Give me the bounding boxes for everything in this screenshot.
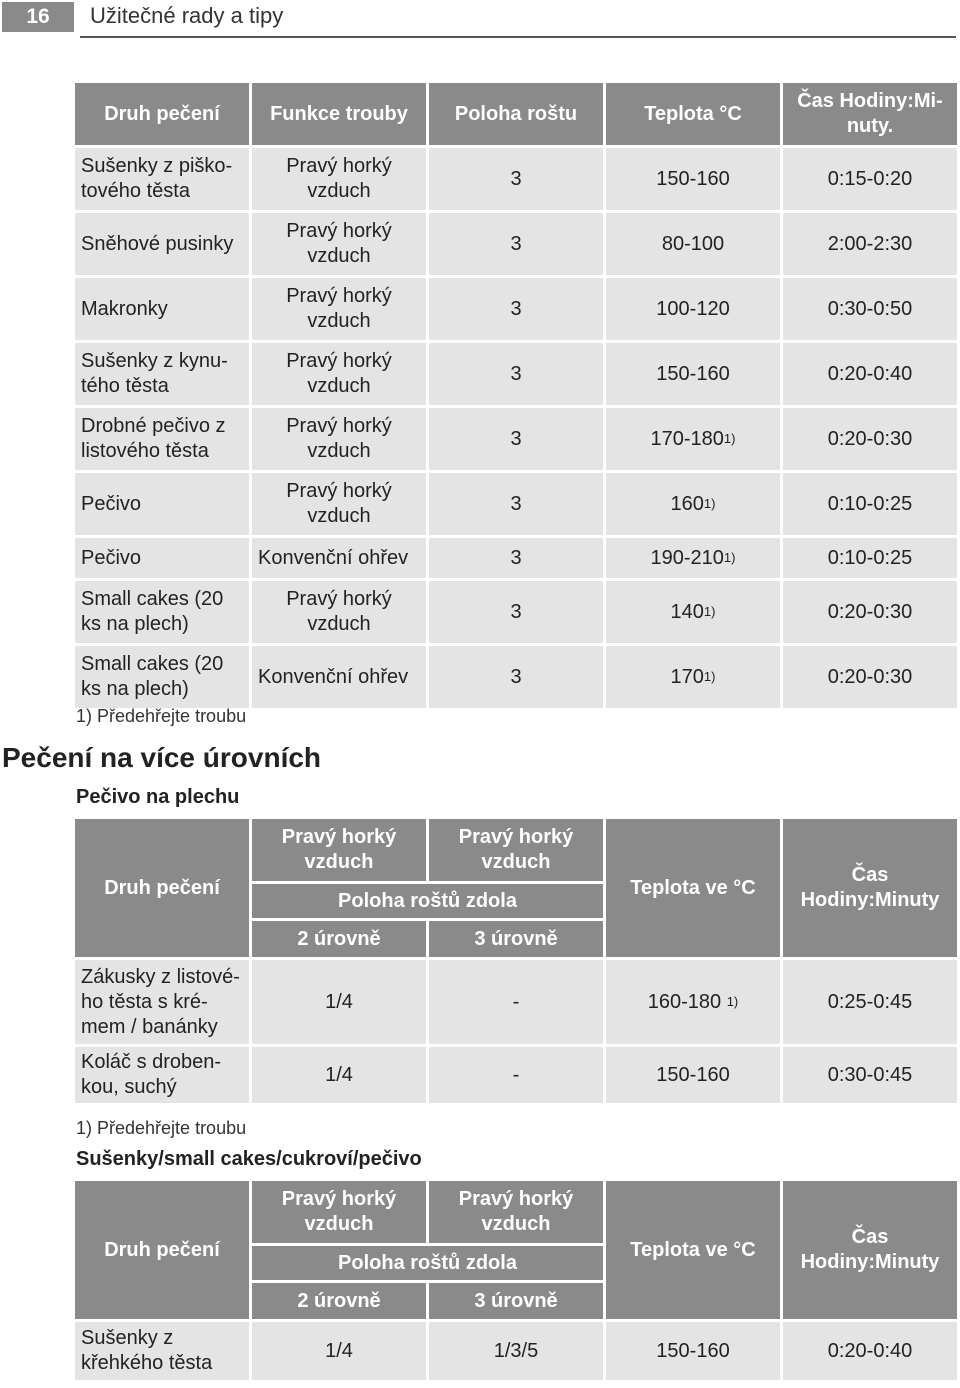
column-header-function-2: Pravý horký vzduch [429,1181,603,1243]
table-header-row [75,83,957,145]
table-cell-type: Small cakes (20 ks na plech) [75,581,249,643]
column-header-function-1: Pravý horký vzduch [252,1181,426,1243]
table-cell-time: 0:30-0:50 [783,278,957,340]
table-cell-time: 0:20-0:40 [783,1322,957,1380]
column-header-shelf: Poloha roštů zdola [252,1246,603,1280]
table-cell-shelf: 3 [429,343,603,405]
footnote-marker: 1) [703,668,716,684]
table-cell-time: 0:10-0:25 [783,473,957,535]
footnote-marker: 1) [723,430,736,446]
table-row [75,213,957,275]
table-cell-level-2: 1/4 [252,1047,426,1103]
column-header-temperature: Teplota ve °C [606,819,780,957]
section-heading: Pečení na více úrovních [2,742,322,773]
multi-level-table-sheet [72,816,960,1106]
column-header-function-1: Pravý horký vzduch [252,819,426,881]
table-row [75,408,957,470]
table-cell-level-3: 1/3/5 [429,1322,603,1380]
table-cell-temperature [606,148,780,210]
table-cell-function: Pravý horký vzduch [252,581,426,643]
multi-level-table-cookies [72,1178,960,1383]
table-cell-temperature [606,213,780,275]
table-cell-shelf: 3 [429,148,603,210]
table-cell-time: 0:20-0:30 [783,581,957,643]
table-cell-temperature [606,278,780,340]
table-cell-level-2: 1/4 [252,1322,426,1380]
table-cell-type: Sušenky z piško-tového těsta [75,148,249,210]
temperature-value: 150-160 [656,362,730,385]
column-header-level-3: 3 úrovně [429,1283,603,1319]
table-cell-type: Koláč s droben-kou, suchý [75,1047,249,1103]
footnote-marker: 1) [726,993,739,1009]
table-cell-function: Pravý horký vzduch [252,148,426,210]
column-header-level-2: 2 úrovně [252,921,426,957]
footnote: 1) Předehřejte troubu [76,706,247,726]
temperature-value: 170 [670,665,704,688]
footnote-marker: 1) [703,603,716,619]
table-cell-function: Pravý horký vzduch [252,473,426,535]
table-cell-temperature [606,960,780,1044]
column-header-temperature: Teplota °C [606,83,780,145]
table-cell-shelf: 3 [429,408,603,470]
table-cell-temperature [606,646,780,708]
column-header-time: Čas Hodiny:Minuty [783,1181,957,1319]
temperature-value: 190-210 [650,546,724,569]
table-cell-function: Konvenční ohřev [252,646,426,708]
table-cell-type: Makronky [75,278,249,340]
table-cell-type: Sušenky z kynu-tého těsta [75,343,249,405]
table-cell-time: 0:10-0:25 [783,538,957,578]
page-title: Užitečné rady a tipy [90,3,284,28]
table-cell-shelf: 3 [429,278,603,340]
table-row [75,538,957,578]
baking-table [72,80,960,711]
table-cell-temperature: 150-160 [606,1322,780,1380]
column-header-function-2: Pravý horký vzduch [429,819,603,881]
column-header-function: Funkce trouby [252,83,426,145]
page-number: 16 [2,2,74,32]
table-row [75,646,957,708]
table-cell-type: Sušenky z křehkého těsta [75,1322,249,1380]
column-header-level-3: 3 úrovně [429,921,603,957]
temperature-value: 160-180 [647,990,722,1013]
table-cell-time: 0:20-0:30 [783,646,957,708]
page-header [0,0,960,38]
table-row [75,473,957,535]
table-header-row [75,1181,957,1243]
footnote: 1) Předehřejte troubu [76,1118,247,1138]
temperature-value: 100-120 [656,297,730,320]
table-cell-time: 0:30-0:45 [783,1047,957,1103]
table-cell-function: Pravý horký vzduch [252,408,426,470]
table-cell-function: Konvenční ohřev [252,538,426,578]
table-cell-time: 0:15-0:20 [783,148,957,210]
column-header-time: Čas Hodiny:Mi-nuty. [783,83,957,145]
table-cell-time: 2:00-2:30 [783,213,957,275]
table-cell-temperature [606,538,780,578]
table-cell-shelf: 3 [429,213,603,275]
table-row [75,1322,957,1380]
column-header-type: Druh pečení [75,1181,249,1319]
temperature-value: 80-100 [661,232,725,255]
table-cell-type: Pečivo [75,538,249,578]
table-row [75,581,957,643]
table-cell-temperature [606,343,780,405]
table-cell-time: 0:25-0:45 [783,960,957,1044]
table-cell-type: Drobné pečivo z listového těsta [75,408,249,470]
temperature-value: 150-160 [656,167,730,190]
table-row [75,148,957,210]
temperature-value: 160 [670,492,704,515]
column-header-temperature: Teplota ve °C [606,1181,780,1319]
table-row [75,960,957,1044]
temperature-value: 170-180 [650,427,724,450]
table-row [75,278,957,340]
column-header-shelf: Poloha roštů zdola [252,884,603,918]
table-row [75,343,957,405]
table-cell-level-2: 1/4 [252,960,426,1044]
table-cell-shelf: 3 [429,473,603,535]
header-divider [80,36,956,38]
column-header-time: Čas Hodiny:Minuty [783,819,957,957]
table-cell-type: Zákusky z listové-ho těsta s kré-mem / banánky [75,960,249,1044]
temperature-value: 140 [670,600,704,623]
table-cell-function: Pravý horký vzduch [252,343,426,405]
table-cell-function: Pravý horký vzduch [252,213,426,275]
table-cell-temperature [606,473,780,535]
column-header-shelf: Poloha roštu [429,83,603,145]
table-cell-type: Sněhové pusinky [75,213,249,275]
table-cell-shelf: 3 [429,581,603,643]
subsection-heading: Pečivo na plechu [76,786,240,808]
footnote-marker: 1) [703,495,716,511]
subsection-heading: Sušenky/small cakes/cukroví/pečivo [76,1148,422,1170]
column-header-level-2: 2 úrovně [252,1283,426,1319]
column-header-type: Druh pečení [75,83,249,145]
table-cell-time: 0:20-0:40 [783,343,957,405]
table-cell-level-3: - [429,960,603,1044]
table-cell-type: Small cakes (20 ks na plech) [75,646,249,708]
table-row [75,1047,957,1103]
footnote-marker: 1) [723,549,736,565]
table-cell-shelf: 3 [429,538,603,578]
table-cell-temperature: 150-160 [606,1047,780,1103]
table-cell-time: 0:20-0:30 [783,408,957,470]
table-header-row [75,819,957,881]
table-cell-function: Pravý horký vzduch [252,278,426,340]
column-header-type: Druh pečení [75,819,249,957]
table-cell-type: Pečivo [75,473,249,535]
table-cell-level-3: - [429,1047,603,1103]
table-cell-temperature [606,581,780,643]
table-cell-temperature [606,408,780,470]
table-cell-shelf: 3 [429,646,603,708]
